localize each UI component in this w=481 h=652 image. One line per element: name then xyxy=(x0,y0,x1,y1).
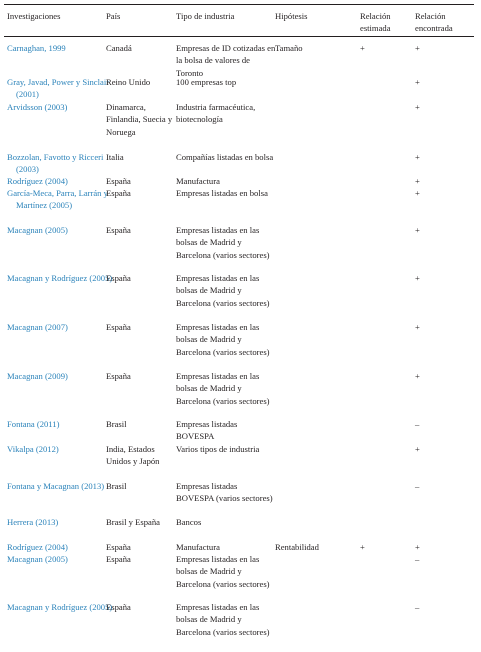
pais-cell: Canadá xyxy=(106,43,132,53)
investigacion-cell[interactable]: Carnaghan, 1999 xyxy=(7,43,66,53)
industria-cell: Manufactura xyxy=(176,542,220,552)
pais-cell: España xyxy=(106,602,131,612)
header-rule xyxy=(4,36,474,37)
industria-cell: Empresas listadas en las bolsas de Madrid y Barcelona (varios sectores) xyxy=(176,371,270,406)
industria-cell: Varios tipos de industria xyxy=(176,444,260,454)
pais-cell: España xyxy=(106,554,131,564)
relacion-estimada-cell: + xyxy=(360,542,365,552)
header-pais: País xyxy=(106,11,121,21)
relacion-encontrada-cell: + xyxy=(415,371,420,381)
relacion-encontrada-cell: + xyxy=(415,43,420,53)
pais-cell: España xyxy=(106,322,131,332)
pais-cell: Reino Unido xyxy=(106,77,151,87)
relacion-encontrada-cell: + xyxy=(415,152,420,162)
industria-cell: Empresas listadas BOVESPA (varios sectores) xyxy=(176,481,273,504)
pais-cell: España xyxy=(106,188,131,198)
industria-cell: Empresas de ID cotizadas en la bolsa de valores de Toronto xyxy=(176,43,276,78)
investigacion-cell[interactable]: Bozzolan, Favotto y Ricceri (2003) xyxy=(7,152,104,175)
industria-cell: Empresas listadas en las bolsas de Madrid y Barcelona (varios sectores) xyxy=(176,554,270,589)
header-relacion-encontrada: Relación encontrada xyxy=(415,11,453,34)
investigacion-cell[interactable]: Rodríguez (2004) xyxy=(7,542,68,552)
hipotesis-cell: Rentabilidad xyxy=(275,542,319,552)
pais-cell: España xyxy=(106,225,131,235)
industria-cell: Empresas listadas en las bolsas de Madrid y Barcelona (varios sectores) xyxy=(176,225,270,260)
industria-cell: Manufactura xyxy=(176,176,220,186)
relacion-encontrada-cell: – xyxy=(415,602,420,612)
pais-cell: Brasil xyxy=(106,481,127,491)
investigacion-cell[interactable]: Fontana y Macagnan (2013) xyxy=(7,481,105,491)
hipotesis-cell: Tamaño xyxy=(275,43,303,53)
pais-cell: Italia xyxy=(106,152,124,162)
relacion-encontrada-cell: + xyxy=(415,176,420,186)
pais-cell: India, Estados Unidos y Japón xyxy=(106,444,160,467)
industria-cell: 100 empresas top xyxy=(176,77,237,87)
relacion-encontrada-cell: + xyxy=(415,444,420,454)
industria-cell: Empresas listadas en las bolsas de Madrid y Barcelona (varios sectores) xyxy=(176,602,270,637)
investigacion-cell[interactable]: Fontana (2011) xyxy=(7,419,60,429)
industria-cell: Empresas listadas en bolsa xyxy=(176,188,268,198)
industria-cell: Empresas listadas BOVESPA xyxy=(176,419,238,442)
investigacion-cell[interactable]: Macagnan (2007) xyxy=(7,322,68,332)
investigacion-cell[interactable]: Gray, Javad, Power y Sinclair (2001) xyxy=(7,77,110,100)
investigacion-cell[interactable]: Macagnan y Rodríguez (2005) xyxy=(7,602,113,612)
investigacion-cell[interactable]: Macagnan (2005) xyxy=(7,554,68,564)
relacion-encontrada-cell: + xyxy=(415,542,420,552)
relacion-encontrada-cell: – xyxy=(415,419,420,429)
investigacion-cell[interactable]: Macagnan y Rodríguez (2005) xyxy=(7,273,113,283)
investigacion-cell[interactable]: Rodríguez (2004) xyxy=(7,176,68,186)
relacion-encontrada-cell: – xyxy=(415,481,420,491)
relacion-encontrada-cell: + xyxy=(415,225,420,235)
industria-cell: Empresas listadas en las bolsas de Madrid y Barcelona (varios sectores) xyxy=(176,322,270,357)
industria-cell: Industria farmacéutica, biotecnología xyxy=(176,102,256,125)
pais-cell: España xyxy=(106,176,131,186)
top-rule xyxy=(4,4,474,5)
relacion-encontrada-cell: – xyxy=(415,554,420,564)
header-hipotesis: Hipótesis xyxy=(275,11,308,21)
investigacion-cell[interactable]: Macagnan (2009) xyxy=(7,371,68,381)
pais-cell: España xyxy=(106,371,131,381)
relacion-encontrada-cell: + xyxy=(415,188,420,198)
industria-cell: Empresas listadas en las bolsas de Madrid y Barcelona (varios sectores) xyxy=(176,273,270,308)
header-relacion-estimada: Relación estimada xyxy=(360,11,391,34)
pais-cell: Brasil y España xyxy=(106,517,160,527)
industria-cell: Bancos xyxy=(176,517,202,527)
relacion-encontrada-cell: + xyxy=(415,273,420,283)
relacion-encontrada-cell: + xyxy=(415,322,420,332)
relacion-encontrada-cell: + xyxy=(415,102,420,112)
pais-cell: España xyxy=(106,542,131,552)
investigacion-cell[interactable]: Macagnan (2005) xyxy=(7,225,68,235)
investigacion-cell[interactable]: Arvidsson (2003) xyxy=(7,102,68,112)
relacion-estimada-cell: + xyxy=(360,43,365,53)
header-investigaciones: Investigaciones xyxy=(7,11,61,21)
pais-cell: Dinamarca, Finlandia, Suecia y Noruega xyxy=(106,102,173,137)
relacion-encontrada-cell: + xyxy=(415,77,420,87)
investigacion-cell[interactable]: García-Meca, Parra, Larrán y Martínez (2005) xyxy=(7,188,108,211)
investigacion-cell[interactable]: Vikalpa (2012) xyxy=(7,444,59,454)
investigacion-cell[interactable]: Herrera (2013) xyxy=(7,517,59,527)
industria-cell: Compañías listadas en bolsa xyxy=(176,152,274,162)
pais-cell: España xyxy=(106,273,131,283)
pais-cell: Brasil xyxy=(106,419,127,429)
header-tipo-industria: Tipo de industria xyxy=(176,11,235,21)
